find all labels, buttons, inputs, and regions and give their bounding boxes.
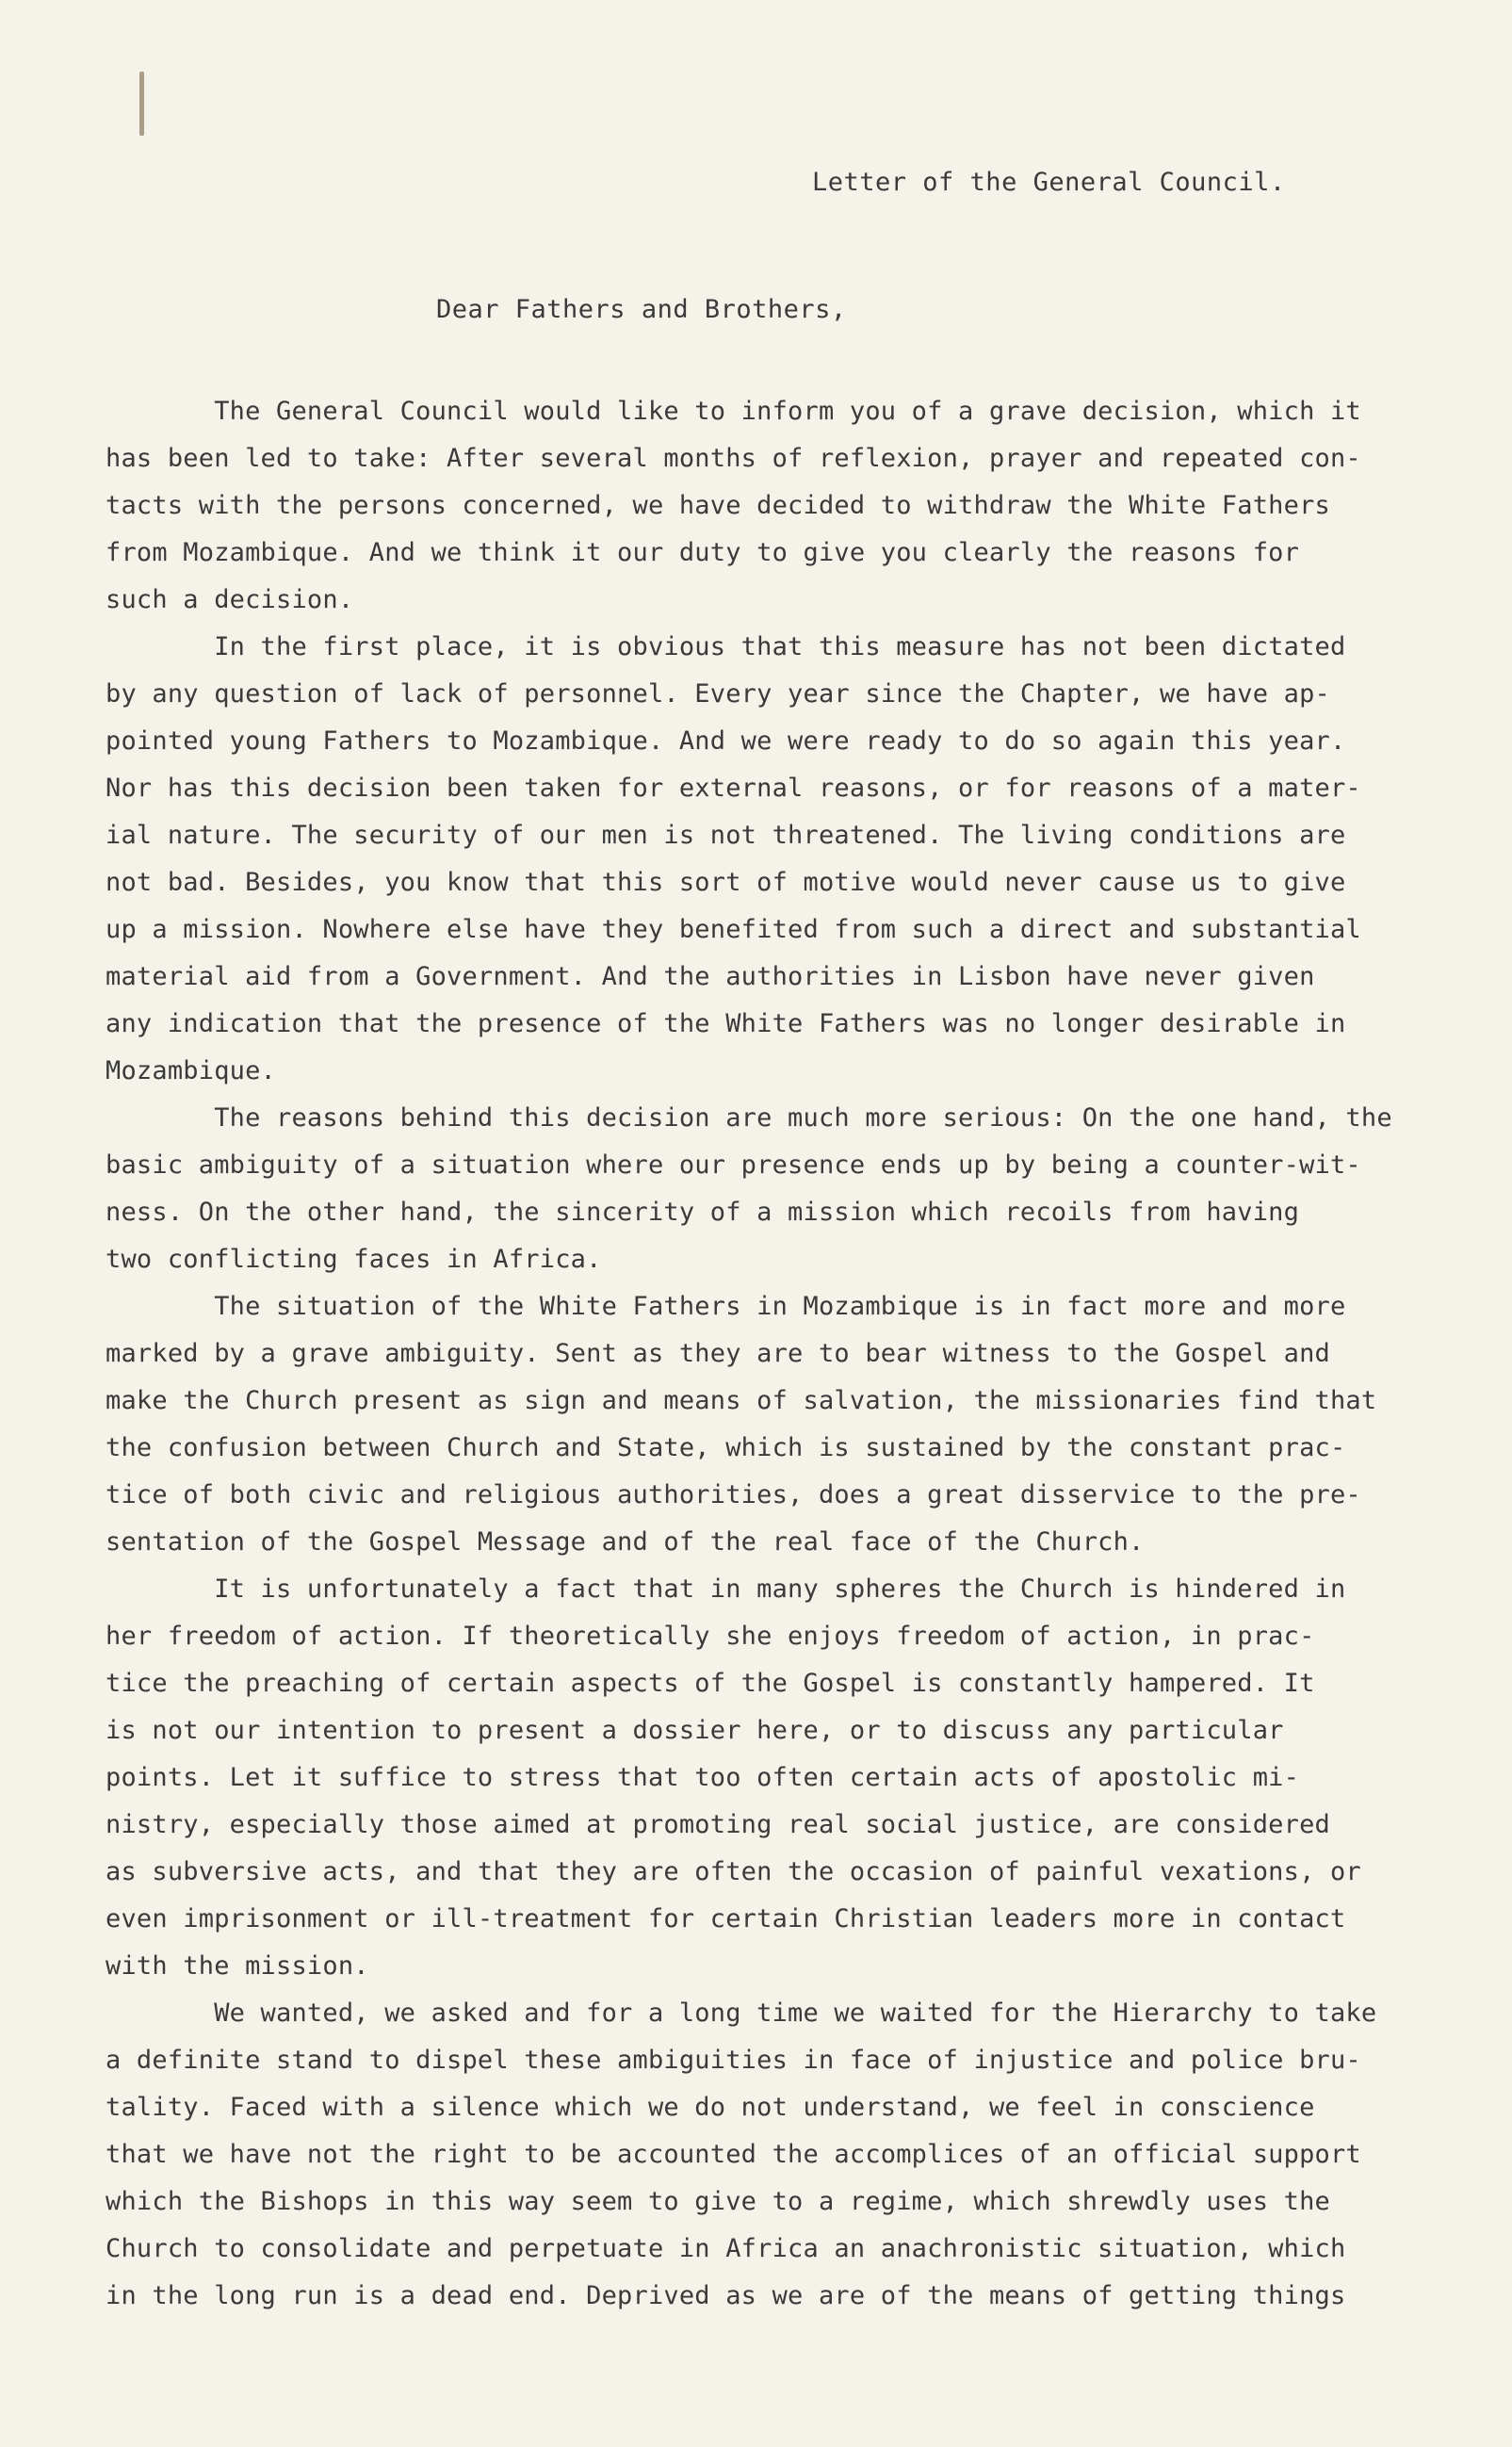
- text-line: such a decision.: [106, 585, 354, 614]
- text-line: two conflicting faces in Africa.: [106, 1245, 602, 1274]
- text-line: In the first place, it is obvious that this measure has not been dictated: [106, 632, 1346, 661]
- text-line: her freedom of action. If theoretically she enjoys freedom of action, in prac-: [106, 1622, 1315, 1651]
- text-line: that we have not the right to be accounted the accomplices of an official support: [106, 2140, 1361, 2169]
- text-line: tice of both civic and religious authorities, does a great disservice to the pre-: [106, 1480, 1361, 1509]
- letter-heading: Letter of the General Council.: [812, 168, 1286, 197]
- text-line: Church to consolidate and perpetuate in Africa an anachronistic situation, which: [106, 2234, 1346, 2263]
- text-line: make the Church present as sign and means of salvation, the missionaries find that: [106, 1386, 1377, 1415]
- text-line: from Mozambique. And we think it our duty to give you clearly the reasons for: [106, 538, 1300, 567]
- text-line: even imprisonment or ill-treatment for certain Christian leaders more in contact: [106, 1904, 1346, 1933]
- text-line: nistry, especially those aimed at promoting real social justice, are considered: [106, 1810, 1330, 1839]
- text-line: tacts with the persons concerned, we have decided to withdraw the White Fathers: [106, 491, 1330, 520]
- text-line: ial nature. The security of our men is not threatened. The living conditions are: [106, 821, 1346, 850]
- text-line: in the long run is a dead end. Deprived as we are of the means of getting things: [106, 2281, 1346, 2310]
- text-line: It is unfortunately a fact that in many spheres the Church is hindered in: [106, 1574, 1346, 1604]
- staple-mark: [139, 72, 144, 136]
- text-line: The situation of the White Fathers in Mozambique is in fact more and more: [106, 1292, 1346, 1321]
- text-line: which the Bishops in this way seem to give to a regime, which shrewdly uses the: [106, 2187, 1330, 2216]
- text-line: tice the preaching of certain aspects of the Gospel is constantly hampered. It: [106, 1669, 1315, 1698]
- text-line: up a mission. Nowhere else have they benefited from such a direct and substantial: [106, 915, 1361, 944]
- text-line: material aid from a Government. And the authorities in Lisbon have never given: [106, 962, 1315, 991]
- text-line: has been led to take: After several months of reflexion, prayer and repeated con-: [106, 444, 1361, 473]
- text-line: is not our intention to present a dossier here, or to discuss any particular: [106, 1716, 1284, 1745]
- text-line: Nor has this decision been taken for external reasons, or for reasons of a mater-: [106, 774, 1361, 803]
- text-line: the confusion between Church and State, which is sustained by the constant prac-: [106, 1433, 1346, 1462]
- text-line: ness. On the other hand, the sincerity of a mission which recoils from having: [106, 1198, 1300, 1227]
- text-line: a definite stand to dispel these ambiguities in face of injustice and police bru-: [106, 2046, 1361, 2075]
- text-line: by any question of lack of personnel. Every year since the Chapter, we have ap-: [106, 679, 1330, 709]
- text-line: with the mission.: [106, 1951, 369, 1981]
- text-line: The General Council would like to inform you of a grave decision, which it: [106, 397, 1361, 426]
- text-line: as subversive acts, and that they are often the occasion of painful vexations, or: [106, 1857, 1361, 1886]
- letter-salutation: Dear Fathers and Brothers,: [436, 295, 847, 324]
- text-line: basic ambiguity of a situation where our presence ends up by being a counter-wit-: [106, 1150, 1361, 1180]
- text-line: Mozambique.: [106, 1056, 277, 1085]
- text-line: marked by a grave ambiguity. Sent as they are to bear witness to the Gospel and: [106, 1339, 1330, 1368]
- letter-body: [106, 388, 1406, 2320]
- text-line: any indication that the presence of the White Fathers was no longer desirable in: [106, 1009, 1346, 1038]
- text-line: tality. Faced with a silence which we do not understand, we feel in conscience: [106, 2093, 1315, 2122]
- text-line: The reasons behind this decision are much more serious: On the one hand, the: [106, 1103, 1392, 1133]
- text-line: points. Let it suffice to stress that too often certain acts of apostolic mi-: [106, 1763, 1300, 1792]
- text-line: We wanted, we asked and for a long time we waited for the Hierarchy to take: [106, 1998, 1377, 2028]
- text-line: not bad. Besides, you know that this sort of motive would never cause us to give: [106, 868, 1346, 897]
- text-line: pointed young Fathers to Mozambique. And we were ready to do so again this year.: [106, 726, 1346, 756]
- text-line: sentation of the Gospel Message and of the real face of the Church.: [106, 1527, 1145, 1557]
